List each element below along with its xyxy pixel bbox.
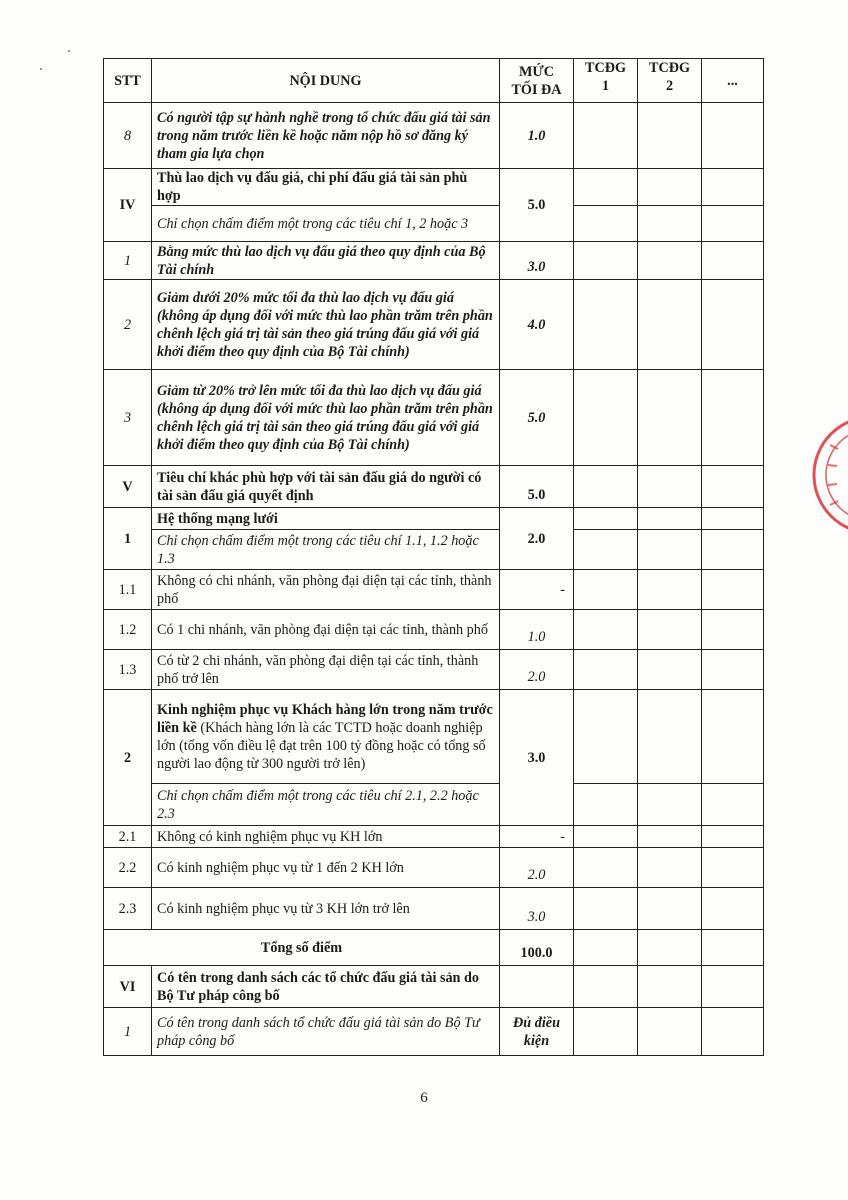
row-stt: 2.2 bbox=[104, 848, 152, 888]
row-title: Thù lao dịch vụ đấu giá, chi phí đấu giá tài sản phù hợp bbox=[152, 169, 500, 206]
table-row bbox=[104, 103, 764, 169]
row-stt: 2.1 bbox=[104, 826, 152, 848]
row-stt: V bbox=[104, 466, 152, 508]
row-content: Giảm dưới 20% mức tối đa thù lao dịch vụ đấu giá (không áp dụng đối với mức thù lao phần trăm trên phần chênh lệch giá trị tài sản theo giá trúng đấu giá với giá khởi điểm theo quy định của Bộ Tài chính) bbox=[152, 280, 500, 370]
row-content: Có kinh nghiệm phục vụ từ 1 đến 2 KH lớn bbox=[152, 848, 500, 888]
row-stt: 3 bbox=[104, 370, 152, 466]
row-content: Không có kinh nghiệm phục vụ KH lớn bbox=[152, 826, 500, 848]
table-row bbox=[104, 784, 764, 826]
row-stt: IV bbox=[104, 169, 152, 242]
row-stt: 2 bbox=[104, 280, 152, 370]
row-score: - bbox=[500, 570, 574, 610]
row-score: 5.0 bbox=[500, 466, 574, 508]
table-row bbox=[104, 169, 764, 206]
table-header-row bbox=[104, 59, 764, 103]
red-seal-stamp bbox=[810, 405, 848, 545]
table-row bbox=[104, 650, 764, 690]
table-row bbox=[104, 508, 764, 530]
row-score: 3.0 bbox=[500, 888, 574, 930]
table-row bbox=[104, 570, 764, 610]
table-row bbox=[104, 1008, 764, 1056]
scan-speck bbox=[40, 68, 42, 70]
scoring-table bbox=[103, 58, 764, 1056]
table-row bbox=[104, 888, 764, 930]
row-stt: 1.1 bbox=[104, 570, 152, 610]
row-note: Chỉ chọn chấm điểm một trong các tiêu chí 1.1, 1.2 hoặc 1.3 bbox=[152, 530, 500, 570]
scan-speck bbox=[68, 50, 70, 52]
row-note: Chỉ chọn chấm điểm một trong các tiêu chí 2.1, 2.2 hoặc 2.3 bbox=[152, 784, 500, 826]
row-score: 3.0 bbox=[500, 242, 574, 280]
row-stt: 1 bbox=[104, 1008, 152, 1056]
row-stt: 1 bbox=[104, 508, 152, 570]
row-stt: 1.3 bbox=[104, 650, 152, 690]
row-score: 5.0 bbox=[500, 169, 574, 242]
row-score: 5.0 bbox=[500, 370, 574, 466]
row-stt: 8 bbox=[104, 103, 152, 169]
row-stt: 1 bbox=[104, 242, 152, 280]
row-score: 2.0 bbox=[500, 848, 574, 888]
row-title: Kinh nghiệm phục vụ Khách hàng lớn trong năm trước liền kề (Khách hàng lớn là các TCTD hoặc doanh nghiệp lớn (tổng vốn điều lệ đạt trên 100 tỷ đồng hoặc có tổng số người lao động từ 300 người trở lên) bbox=[152, 690, 500, 784]
row-content: Có từ 2 chi nhánh, văn phòng đại diện tại các tỉnh, thành phố trở lên bbox=[152, 650, 500, 690]
table-row bbox=[104, 370, 764, 466]
row-score: Đủ điều kiện bbox=[500, 1008, 574, 1056]
table-row bbox=[104, 280, 764, 370]
total-label: Tổng số điểm bbox=[104, 930, 500, 966]
header-more: ... bbox=[702, 59, 764, 103]
row-score: 4.0 bbox=[500, 280, 574, 370]
row-score bbox=[500, 966, 574, 1008]
row-score: 1.0 bbox=[500, 103, 574, 169]
row-stt: 2.3 bbox=[104, 888, 152, 930]
header-noi-dung: NỘI DUNG bbox=[152, 59, 500, 103]
header-muc-toi-da: MỨC TỐI ĐA bbox=[500, 59, 574, 103]
row-score: 2.0 bbox=[500, 650, 574, 690]
table-row bbox=[104, 848, 764, 888]
row-stt: 2 bbox=[104, 690, 152, 826]
table-row bbox=[104, 610, 764, 650]
header-tcdg-1: TCĐG 1 bbox=[574, 59, 638, 103]
row-content: Có tên trong danh sách tổ chức đấu giá tài sản do Bộ Tư pháp công bố bbox=[152, 1008, 500, 1056]
row-content: Có 1 chi nhánh, văn phòng đại diện tại các tỉnh, thành phố bbox=[152, 610, 500, 650]
row-content: Có kinh nghiệm phục vụ từ 3 KH lớn trở lên bbox=[152, 888, 500, 930]
header-stt: STT bbox=[104, 59, 152, 103]
table-row bbox=[104, 826, 764, 848]
row-score: 2.0 bbox=[500, 508, 574, 570]
table-row bbox=[104, 966, 764, 1008]
row-score: 3.0 bbox=[500, 690, 574, 826]
table-row bbox=[104, 466, 764, 508]
row-title: Hệ thống mạng lưới bbox=[152, 508, 500, 530]
row-stt: VI bbox=[104, 966, 152, 1008]
row-content: Bằng mức thù lao dịch vụ đấu giá theo quy định của Bộ Tài chính bbox=[152, 242, 500, 280]
row-content: Không có chi nhánh, văn phòng đại diện tại các tỉnh, thành phố bbox=[152, 570, 500, 610]
row-note: Chỉ chọn chấm điểm một trong các tiêu chí 1, 2 hoặc 3 bbox=[152, 206, 500, 242]
row-content: Giảm từ 20% trở lên mức tối đa thù lao dịch vụ đấu giá (không áp dụng đối với mức thù lao phần trăm trên phần chênh lệch giá trị tài sản theo giá trúng đấu giá với giá khởi điểm theo quy định của Bộ Tài chính) bbox=[152, 370, 500, 466]
row-score: 1.0 bbox=[500, 610, 574, 650]
table-row bbox=[104, 530, 764, 570]
total-score: 100.0 bbox=[500, 930, 574, 966]
page-number: 6 bbox=[420, 1090, 428, 1106]
table-row bbox=[104, 206, 764, 242]
row-content: Có người tập sự hành nghề trong tổ chức đấu giá tài sản trong năm trước liền kề hoặc năm nộp hồ sơ đăng ký tham gia lựa chọn bbox=[152, 103, 500, 169]
row-stt: 1.2 bbox=[104, 610, 152, 650]
row-content: Có tên trong danh sách các tổ chức đấu giá tài sản do Bộ Tư pháp công bố bbox=[152, 966, 500, 1008]
total-row bbox=[104, 930, 764, 966]
header-tcdg-2: TCĐG 2 bbox=[638, 59, 702, 103]
row-content: Tiêu chí khác phù hợp với tài sản đấu giá do người có tài sản đấu giá quyết định bbox=[152, 466, 500, 508]
table-row bbox=[104, 242, 764, 280]
row-score: - bbox=[500, 826, 574, 848]
table-row bbox=[104, 690, 764, 784]
